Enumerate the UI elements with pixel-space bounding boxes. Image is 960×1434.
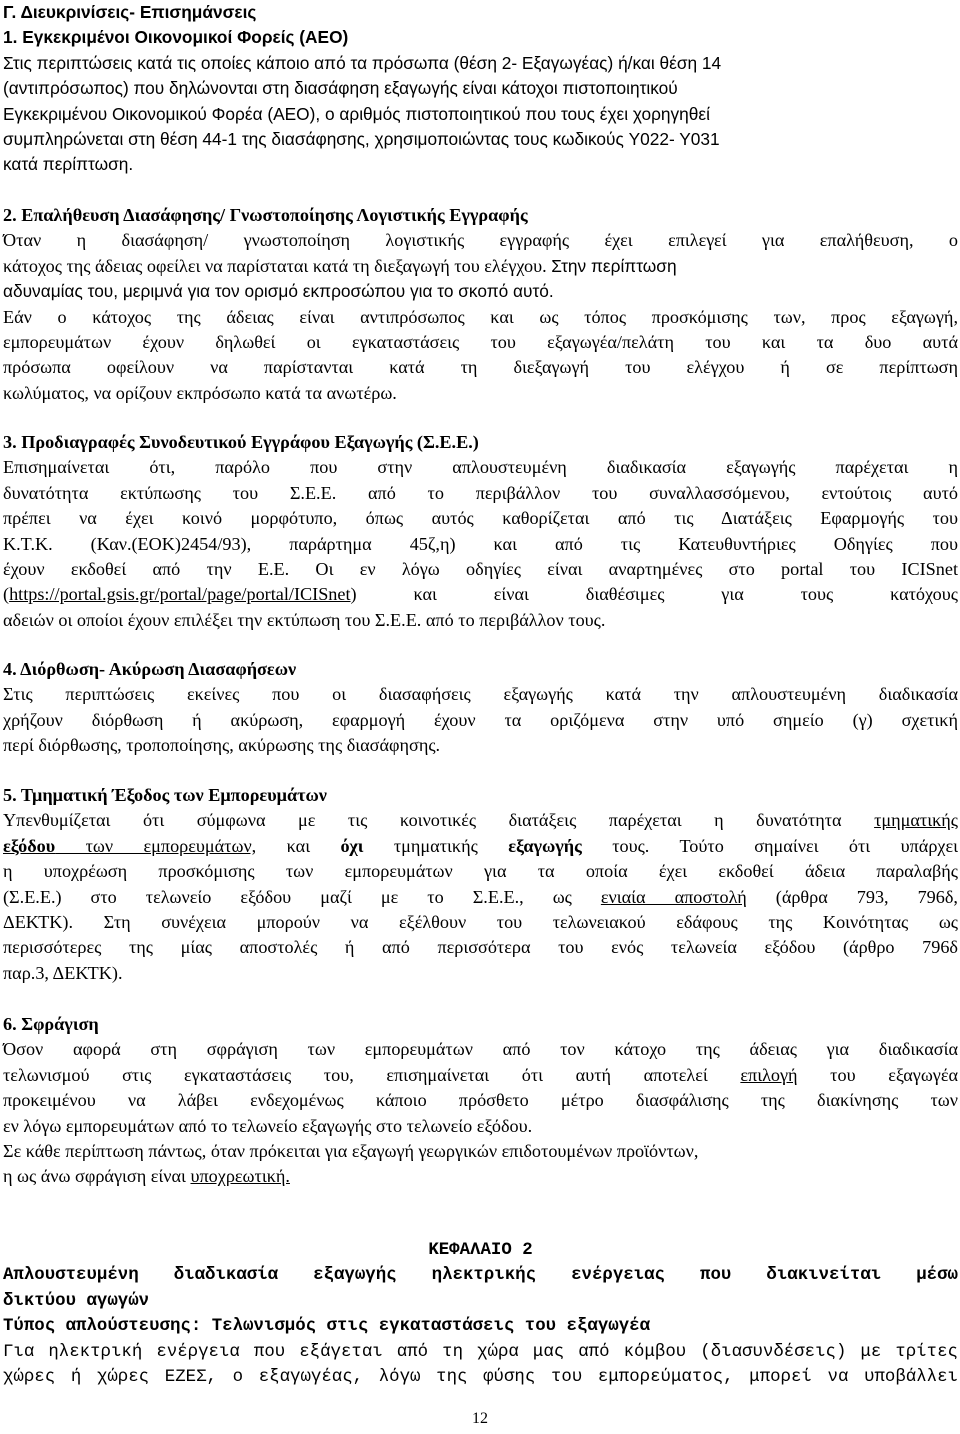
section-6-block: [3, 1012, 958, 1190]
section-6-line: Σε κάθε περίπτωση πάντως, όταν πρόκειται για εξαγωγή γεωργικών επιδοτουμένων προϊόντων,: [3, 1141, 699, 1162]
section-2-line: κωλύματος, να ορίζουν εκπρόσωπο κατά τα ανωτέρω.: [3, 382, 397, 403]
section-title: Γ. Διευκρινίσεις- Επισημάνσεις: [3, 2, 257, 22]
section-6-underlined: υποχρεωτική.: [190, 1166, 290, 1187]
section-3-line: έχουν εκδοθεί από την Ε.Ε. Οι εν λόγω οδηγίες είναι αναρτημένες στο portal του ICISnet: [3, 559, 958, 580]
section-2-line: πρόσωπα οφείλουν να παρίστανται κατά τη διεξαγωγή του ελέγχου ή σε περίπτωση: [3, 357, 958, 378]
section-6-line: Όσον αφορά στη σφράγιση των εμπορευμάτων από τον κάτοχο της άδειας για διαδικασία: [3, 1039, 958, 1060]
section-5-line: περισσότερες της μίας αποστολές ή από περισσότερα του ενός τελωνεία εξόδου (άρθρο 796δ: [3, 937, 958, 958]
section-5-bold-underlined: εξόδου: [3, 835, 56, 856]
section-5-line: [3, 808, 958, 833]
section-4-block: [3, 657, 958, 759]
section-1-line: Εγκεκριμένου Οικονομικού Φορέα (ΑΕΟ), ο αριθμός πιστοποιητικού που τους έχει χορηγηθεί: [3, 103, 710, 124]
section-5-line: παρ.3, ΔΕΚΤΚ).: [3, 962, 123, 983]
chapter-line: χώρες ή χώρες ΕΖΕΣ, ο εξαγωγέας, λόγω της φύσης του εμπορεύματος, μπορεί να υποβάλλει: [3, 1368, 958, 1388]
section-3-block: [3, 430, 958, 633]
section-6-text: η ως άνω σφράγιση είναι: [3, 1166, 191, 1187]
section-2-line: εμπορευμάτων έχουν δηλωθεί οι εγκαταστάσεις του εξαγωγέα/πελάτη του και τα δυο αυτά: [3, 332, 958, 353]
link-open-paren: (: [3, 584, 10, 605]
section-6-line: [3, 1063, 958, 1088]
section-4-line: Στις περιπτώσεις εκείνες που οι διασαφήσεις εξαγωγής κατά την απλουστευμένη διαδικασία: [3, 684, 958, 705]
section-5-underlined: των εμπορευμάτων,: [55, 835, 257, 856]
section-6-underlined: επιλογή: [740, 1064, 798, 1085]
section-5-line: ΔΕΚΤΚ). Στη συνέχεια μπορούν να εξέλθουν του τελωνειακού εδάφους της Κοινότητας ως: [3, 912, 958, 933]
section-5-bold: όχι: [340, 835, 364, 856]
chapter-title: ΚΕΦΑΛΑΙΟ 2: [428, 1241, 533, 1260]
section-4-line: περί διόρθωσης, τροποποίησης, ακύρωσης της διασάφησης.: [3, 735, 441, 756]
section-6-line: [3, 1164, 958, 1189]
chapter-line: Για ηλεκτρική ενέργεια που εξάγεται από τη χώρα μας από κόμβου (διασυνδέσεις) με τρίτες: [3, 1342, 958, 1362]
section-1-line: συμπληρώνεται στη θέση 44-1 της διασάφησης, χρησιμοποιώντας τους κωδικούς Y022- Y031: [3, 129, 720, 150]
section-1-heading: 1. Εγκεκριμένοι Οικονομικοί Φορείς (ΑΕΟ): [3, 27, 349, 48]
section-2-line: Όταν η διασάφηση/ γνωστοποίηση λογιστικής εγγραφής έχει επιλεγεί για επαλήθευση, ο: [3, 230, 958, 251]
section-5-underlined: ενιαία αποστολή: [600, 886, 747, 907]
icisnet-portal-link[interactable]: https://portal.gsis.gr/portal/page/portal/ICISnet: [9, 584, 351, 605]
section-2-text: κάτοχος της άδειας οφείλει να παρίσταται κατά τη διεξαγωγή του ελέγχου.: [3, 255, 547, 276]
chapter-2-block: [3, 1238, 958, 1390]
section-5-text: (Σ.Ε.Ε.) στο τελωνείο εξόδου μαζί με το Σ.Ε.Ε., ως: [3, 886, 601, 907]
section-3-line: Κ.Τ.Κ. (Καν.(ΕΟΚ)2454/93), παράρτημα 45ζ,η) και από τις Κατευθυντήριες Οδηγίες που: [3, 533, 958, 554]
page-number: 12: [472, 1410, 488, 1427]
section-3-heading: 3. Προδιαγραφές Συνοδευτικού Εγγράφου Εξαγωγής (Σ.Ε.Ε.): [3, 432, 479, 452]
section-4-line: χρήζουν διόρθωση ή ακύρωση, εφαρμογή έχουν τα οριζόμενα στην υπό σημείο (γ) σχετική: [3, 709, 958, 730]
section-5-text: τμηματικής: [363, 835, 509, 856]
section-5-line: η υποχρέωση προσκόμισης των εμπορευμάτων για τα οποία έχει εκδοθεί άδεια παραλαβής: [3, 861, 958, 882]
section-5-heading: 5. Τμηματική Έξοδος των Εμπορευμάτων: [3, 785, 327, 805]
section-3-text: ) και είναι διαθέσιμες για τους κατόχους: [350, 584, 958, 605]
section-3-line: δυνατότητα εκτύπωσης του Σ.Ε.Ε. από το περιβάλλον του συναλλασσόμενου, εντούτοις αυτό: [3, 482, 958, 503]
section-3-line: [3, 582, 958, 607]
simplification-type: Τύπος απλούστευσης: Τελωνισμός στις εγκαταστάσεις του εξαγωγέα: [3, 1317, 651, 1337]
section-6-line: προκειμένου να λάβει ενδεχομένως κάποιο πρόσθετο μέτρο διασφάλισης της διακίνησης των: [3, 1090, 958, 1111]
section-2-text: Στην περίπτωση: [551, 255, 677, 276]
section-2-line: Εάν ο κάτοχος της άδειας είναι αντιπρόσωπος και ως τόπος προσκόμισης των, προς εξαγωγή,: [3, 306, 958, 327]
section-6-text: του εξαγωγέα: [797, 1064, 959, 1085]
section-5-block: [3, 783, 958, 986]
section-5-text: τους. Τούτο σημαίνει ότι υπάρχει: [581, 835, 959, 856]
section-6-line: εν λόγω εμπορευμάτων από το τελωνείο εξαγωγής στο τελωνείο εξόδου.: [3, 1115, 533, 1136]
section-4-heading: 4. Διόρθωση- Ακύρωση Διασαφήσεων: [3, 659, 297, 679]
section-1-line: κατά περίπτωση.: [3, 154, 134, 175]
section-6-text: τελωνισμού στις εγκαταστάσεις του, επισημαίνεται ότι αυτή αποτελεί: [3, 1064, 741, 1085]
section-3-line: Επισημαίνεται ότι, παρόλο που στην απλουστευμένη διαδικασία εξαγωγής παρέχεται η: [3, 457, 958, 478]
section-6-heading: 6. Σφράγιση: [3, 1014, 99, 1034]
section-5-text: και: [256, 835, 341, 856]
section-2-line: [3, 254, 958, 279]
chapter-subtitle: Απλουστευμένη διαδικασία εξαγωγής ηλεκτρικής ενέργειας που διακινείται μέσω: [3, 1266, 958, 1286]
chapter-subtitle: δικτύου αγωγών: [3, 1291, 150, 1311]
section-1-line: Στις περιπτώσεις κατά τις οποίες κάποιο από τα πρόσωπα (θέση 2- Εξαγωγέας) ή/και θέση 14: [3, 52, 722, 73]
section-5-bold: εξαγωγής: [508, 835, 582, 856]
section-5-underlined: τμηματικής: [874, 810, 959, 831]
section-5-text: (άρθρα 793, 796δ,: [746, 886, 958, 907]
section-2-block: [3, 203, 958, 406]
section-3-line: αδειών οι οποίοι έχουν επιλέξει την εκτύπωση του Σ.Ε.Ε. από το περιβάλλον τους.: [3, 609, 606, 630]
section-1-block: [3, 0, 958, 178]
section-5-line: [3, 834, 958, 859]
section-2-heading: 2. Επαλήθευση Διασάφησης/ Γνωστοποίησης Λογιστικής Εγγραφής: [3, 205, 528, 225]
section-5-text: Υπενθυμίζεται ότι σύμφωνα με τις κοινοτικές διατάξεις παρέχεται η δυνατότητα: [3, 810, 842, 831]
section-3-line: πρέπει να έχει κοινό μορφότυπο, όπως αυτός καθορίζεται από τις Διατάξεις Εφαρμογής του: [3, 508, 958, 529]
section-1-line: (αντιπρόσωπος) που δηλώνονται στη διασάφηση εξαγωγής είναι κάτοχοι πιστοποιητικού: [3, 78, 678, 99]
section-5-line: [3, 885, 958, 910]
section-2-line: αδυναμίας του, μεριμνά για τον ορισμό εκπροσώπου για το σκοπό αυτό.: [3, 281, 554, 302]
